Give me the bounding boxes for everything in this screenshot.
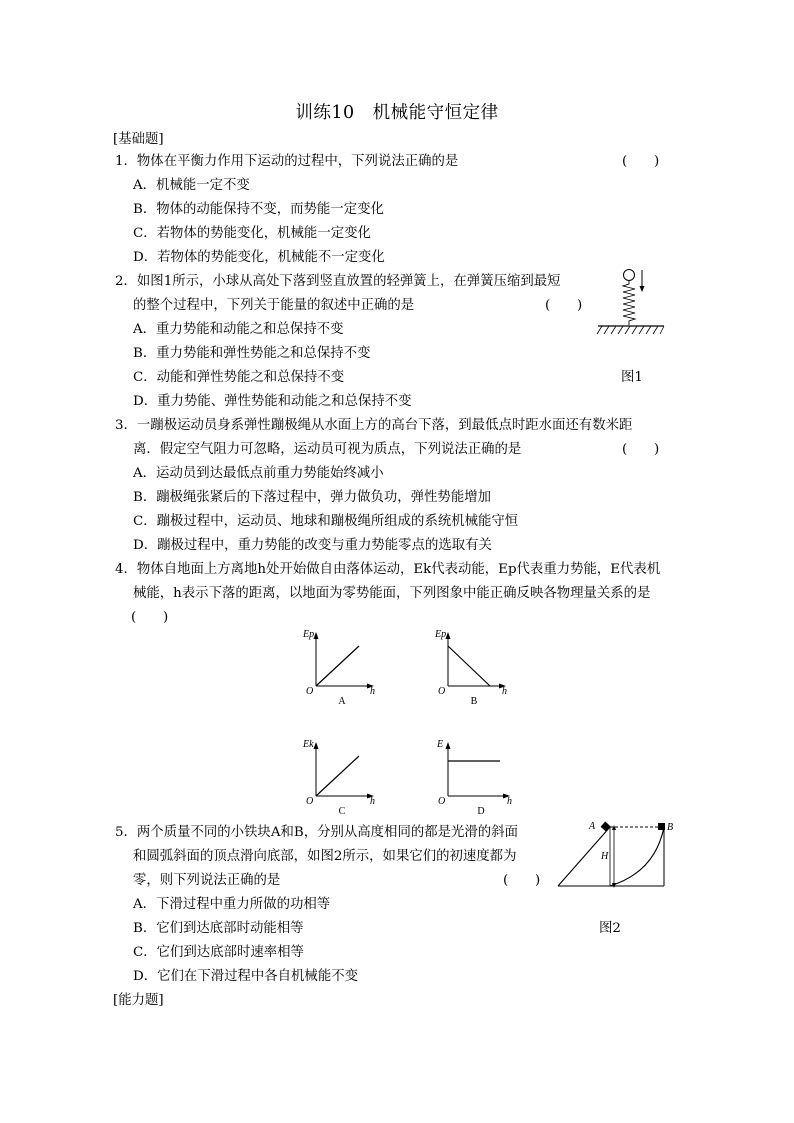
q3-option-b: B．蹦极绳张紧后的下落过程中，弹力做负功，弹性势能增加 [133,490,491,505]
figure-1-caption: 图1 [621,370,643,385]
graph-d-ylabel: E [437,739,444,750]
graph-b-xlabel: h [502,686,507,697]
q5-stem-line1: 5．两个质量不同的小铁块A和B，分别从高度相同的都是光滑的斜面 [115,825,518,840]
graph-c-ylabel: Ek [303,739,314,750]
graph-a-ylabel: Ep [303,629,315,640]
graph-a-label: A [338,696,346,707]
graph-b [434,624,512,708]
figure-2-label-a: A [589,821,596,832]
q5-answer-bracket: ( ) [503,873,541,888]
page-title: 训练10 机械能守恒定律 [295,103,499,123]
q3-option-c: C．蹦极过程中，运动员、地球和蹦极绳所组成的系统机械能守恒 [133,514,519,529]
q3-stem-line2: 离．假定空气阻力可忽略，运动员可视为质点，下列说法正确的是 [133,442,522,457]
graph-d-origin: O [438,796,446,807]
q5-stem-line3: 零，则下列说法正确的是 [133,873,281,888]
q2-answer-bracket: ( ) [545,298,583,313]
q2-option-d: D．重力势能、弹性势能和动能之和总保持不变 [133,394,412,409]
q3-option-a: A．运动员到达最低点前重力势能始终减小 [133,466,384,481]
q5-option-c: C．它们到达底部时速率相等 [133,945,304,960]
q3-option-d: D．蹦极过程中，重力势能的改变与重力势能零点的选取有关 [133,538,492,553]
section-basic: [基础题] [113,132,164,147]
figure-2-label-h: H [601,851,609,862]
q4-answer-bracket: ( ) [131,610,169,625]
q5-option-a: A．下滑过程中重力所做的功相等 [133,897,331,912]
graph-a [302,624,380,708]
graph-c-origin: O [306,796,314,807]
graph-d-xlabel: h [507,796,512,807]
q5-stem-line2: 和圆弧斜面的顶点滑向底部，如图2所示，如果它们的初速度都为 [133,849,517,864]
q2-option-c: C．动能和弹性势能之和总保持不变 [133,370,345,385]
section-ability: [能力题] [113,993,164,1008]
graph-a-xlabel: h [370,686,375,697]
q2-option-a: A．重力势能和动能之和总保持不变 [133,322,344,337]
q2-stem-line2: 的整个过程中，下列关于能量的叙述中正确的是 [133,298,415,313]
graph-a-origin: O [306,686,314,697]
q3-answer-bracket: ( ) [622,442,660,457]
q3-stem-line1: 3．一蹦极运动员身系弹性蹦极绳从水面上方的高台下落，到最低点时距水面还有数米距 [115,418,633,433]
graph-c [302,734,380,818]
q1-answer-bracket: ( ) [622,154,660,169]
graph-b-origin: O [438,686,446,697]
graph-c-label: C [338,806,346,817]
figure-2-label-b: B [667,822,674,833]
q5-option-d: D．它们在下滑过程中各自机械能不变 [133,969,358,984]
q2-stem-line1: 2．如图1所示，小球从高处下落到竖直放置的轻弹簧上，在弹簧压缩到最短 [115,274,561,289]
figure-2-slopes [552,814,682,890]
graph-d-label: D [477,806,485,817]
q2-option-b: B．重力势能和弹性势能之和总保持不变 [133,346,371,361]
q1-stem: 1．物体在平衡力作用下运动的过程中，下列说法正确的是 [115,154,459,169]
q4-stem-line1: 4．物体自地面上方离地h处开始做自由落体运动，Ek代表动能，Ep代表重力势能，E代表机 [115,562,661,577]
q5-option-b: B．它们到达底部时动能相等 [133,921,304,936]
q1-option-d: D．若物体的势能变化，机械能不一定变化 [133,250,385,265]
figure-2-caption: 图2 [599,921,621,936]
graph-c-xlabel: h [370,796,375,807]
q4-stem-line2: 械能，h表示下落的距离，以地面为零势能面，下列图象中能正确反映各物理量关系的是 [133,586,651,601]
q1-option-a: A．机械能一定不变 [133,178,250,193]
q1-option-b: B．物体的动能保持不变，而势能一定变化 [133,202,384,217]
graph-b-label: B [470,696,478,707]
q1-option-c: C．若物体的势能变化，机械能一定变化 [133,226,371,241]
figure-1-spring [592,264,672,340]
graph-b-ylabel: Ep [435,629,447,640]
graph-d [434,734,518,818]
